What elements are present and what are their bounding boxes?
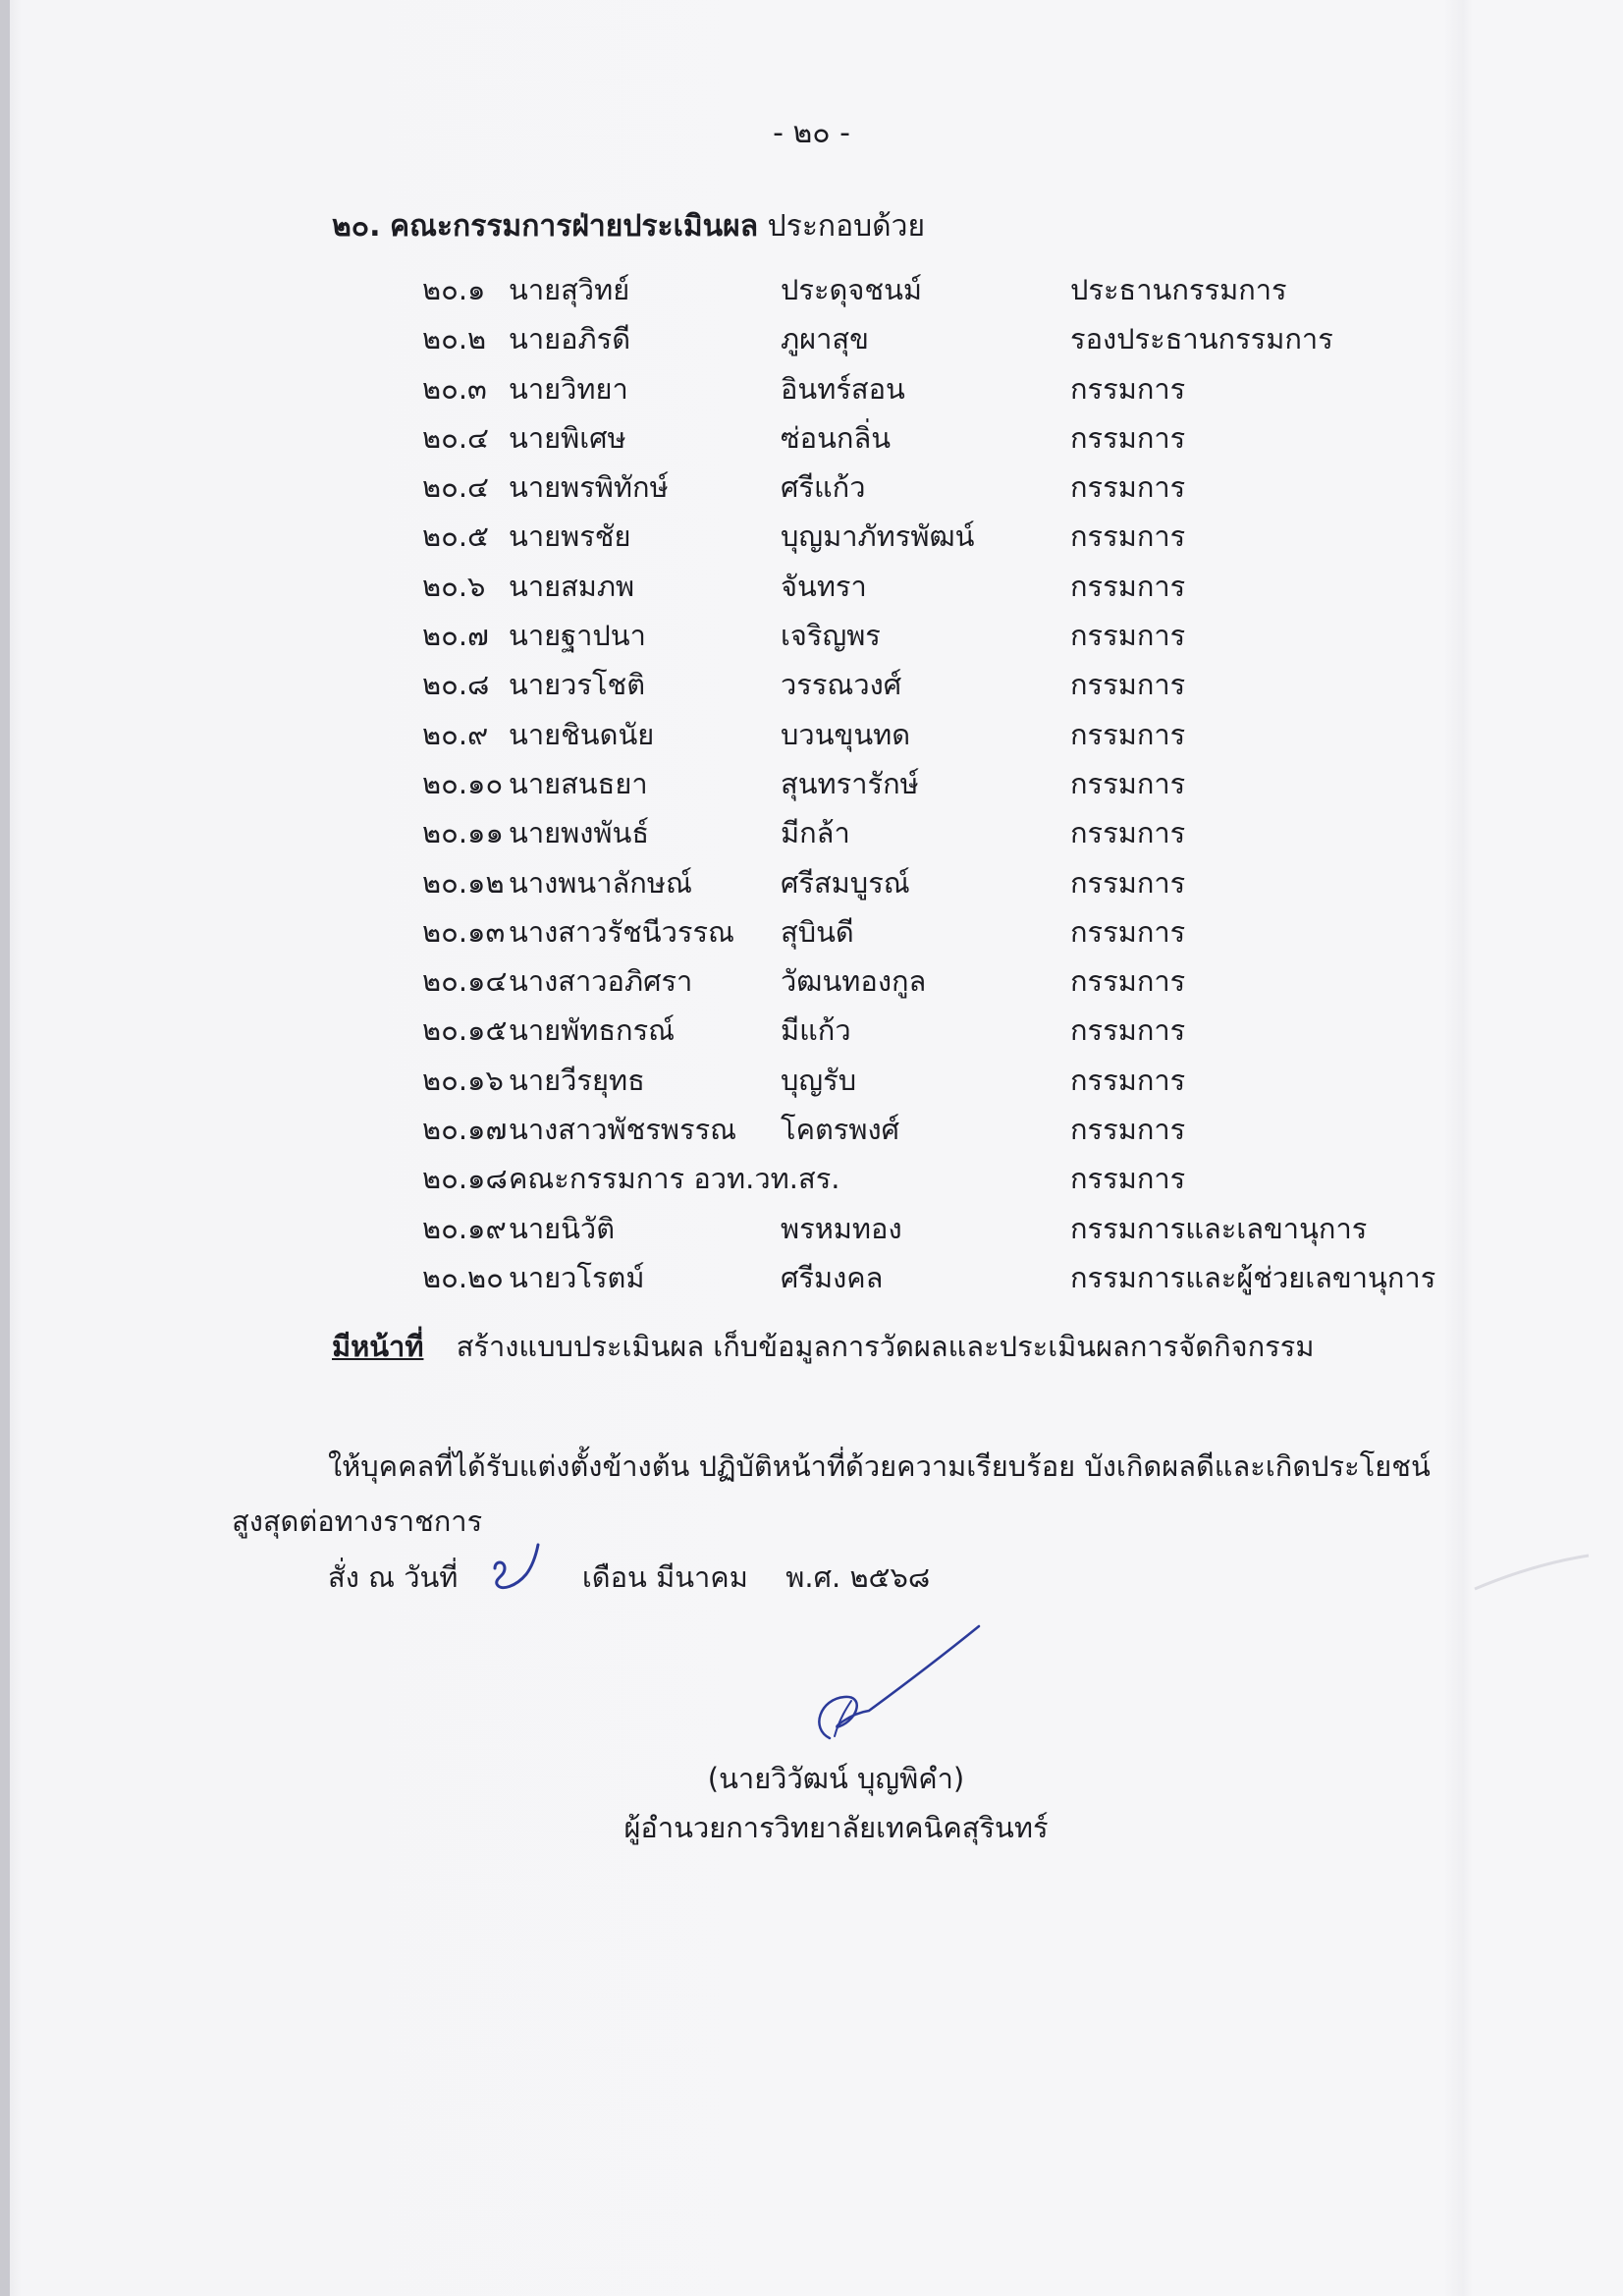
member-first-name: นายสมภพ — [509, 569, 635, 603]
member-first-name: นางสาวรัชนีวรรณ — [509, 914, 734, 949]
member-first-name: นายสุวิทย์ — [509, 273, 630, 306]
scan-edge — [0, 0, 10, 2296]
member-first-name: นายนิวัติ — [509, 1211, 616, 1245]
member-last-name: มีแก้ว — [781, 1013, 851, 1048]
signature — [790, 1620, 987, 1748]
date-month: เดือน มีนาคม — [581, 1560, 748, 1594]
member-role: กรรมการ — [1070, 865, 1186, 900]
member-last-name: มีกล้า — [781, 816, 850, 850]
member-last-name: วรรณวงศ์ — [781, 668, 902, 702]
member-last-name: ประดุจชนม์ — [781, 273, 923, 306]
member-number: ๒๐.๑๕ — [422, 1013, 508, 1048]
section-name: คณะกรรมการฝ่ายประเมินผล — [390, 209, 759, 244]
member-number: ๒๐.๑๗ — [422, 1113, 508, 1147]
member-number: ๒๐.๑ — [422, 273, 486, 306]
member-role: กรรมการ — [1070, 420, 1186, 455]
member-role: กรรมการ — [1070, 519, 1186, 554]
member-first-name: นายวโรตม์ — [509, 1260, 645, 1294]
member-first-name: นายวิทยา — [509, 371, 628, 406]
signer-name: (นายวิวัฒน์ บุญพิคำ) — [707, 1762, 965, 1795]
member-last-name: สุบินดี — [781, 914, 854, 949]
member-number: ๒๐.๑๙ — [422, 1211, 507, 1245]
member-first-name: นางสาวอภิศรา — [509, 964, 693, 999]
member-first-name: นายวีรยุทธ — [509, 1063, 645, 1097]
member-role: กรรมการ — [1070, 1162, 1186, 1196]
closing-paragraph: ให้บุคคลที่ได้รับแต่งตั้งข้างต้น ปฏิบัติหน้าที่ด้วยความเรียบร้อย บังเกิดผลดีและเกิดประโยชน์สูงสุดต่อทางราชการ — [232, 1449, 1431, 1538]
section-heading — [332, 203, 925, 249]
member-first-name: นางพนาลักษณ์ — [509, 865, 692, 900]
member-number: ๒๐.๑๒ — [422, 865, 505, 900]
member-number: ๒๐.๙ — [422, 717, 489, 751]
member-first-name: นายพงพันธ์ — [509, 816, 650, 850]
member-last-name: โคตรพงศ์ — [781, 1113, 900, 1147]
member-last-name: ศรีมงคล — [781, 1260, 884, 1294]
member-first-name: นายฐาปนา — [509, 619, 646, 653]
member-first-name: นายวรโชติ — [509, 668, 646, 702]
signer-title: ผู้อำนวยการวิทยาลัยเทคนิคสุรินทร์ — [623, 1811, 1049, 1844]
date-prefix: สั่ง ณ วันที่ — [328, 1560, 459, 1594]
member-last-name: อินทร์สอน — [781, 371, 905, 406]
member-number: ๒๐.๔ — [422, 470, 489, 505]
member-first-name: นายพิเศษ — [509, 420, 626, 455]
member-last-name: ศรีแก้ว — [781, 470, 866, 505]
page-number: - ๒๐ - — [773, 116, 850, 150]
member-last-name: ศรีสมบูรณ์ — [781, 865, 910, 900]
section-suffix: ประกอบด้วย — [767, 209, 926, 244]
member-role: กรรมการ — [1070, 816, 1186, 850]
member-number: ๒๐.๓ — [422, 371, 487, 406]
member-last-name: จันทรา — [781, 569, 867, 603]
member-last-name: บวนขุนทด — [781, 717, 911, 751]
member-number: ๒๐.๒๐ — [422, 1260, 504, 1294]
handwritten-day-value: ๔ — [516, 1591, 518, 1593]
member-number: ๒๐.๑๘ — [422, 1162, 508, 1196]
member-role: กรรมการและผู้ช่วยเลขานุการ — [1070, 1260, 1436, 1294]
member-role: กรรมการ — [1070, 1113, 1186, 1147]
member-first-name: นายพรชัย — [509, 519, 631, 554]
member-role: กรรมการ — [1070, 1013, 1186, 1048]
member-role: กรรมการ — [1070, 371, 1186, 406]
member-last-name: บุญมาภัทรพัฒน์ — [781, 519, 975, 554]
member-first-name: คณะกรรมการ อวท.วท.สร. — [509, 1162, 840, 1196]
member-role: รองประธานกรรมการ — [1070, 322, 1333, 356]
member-number: ๒๐.๖ — [422, 569, 486, 603]
member-number: ๒๐.๗ — [422, 619, 489, 653]
section-number: ๒๐. — [332, 209, 381, 244]
order-date-line — [328, 1555, 930, 1600]
member-first-name: นางสาวพัชรพรรณ — [509, 1113, 737, 1147]
handwritten-day — [487, 1539, 546, 1598]
member-number: ๒๐.๑๖ — [422, 1063, 504, 1097]
member-number: ๒๐.๔ — [422, 420, 489, 455]
scan-artifact — [1473, 1552, 1591, 1591]
member-role: กรรมการ — [1070, 914, 1186, 949]
member-last-name: ซ่อนกลิ่น — [781, 420, 892, 455]
member-first-name: นายชินดนัย — [509, 717, 655, 751]
member-last-name: เจริญพร — [781, 619, 881, 653]
member-number: ๒๐.๕ — [422, 519, 489, 554]
date-year: พ.ศ. ๒๕๖๘ — [785, 1560, 931, 1594]
member-first-name: นายพรพิทักษ์ — [509, 470, 669, 505]
member-first-name: นายสนธยา — [509, 766, 648, 800]
member-last-name: วัฒนทองกูล — [781, 964, 927, 999]
member-number: ๒๐.๒ — [422, 322, 487, 356]
member-role: กรรมการ — [1070, 717, 1186, 751]
member-last-name: ภูผาสุข — [781, 322, 869, 356]
member-number: ๒๐.๑๑ — [422, 816, 504, 850]
member-role: กรรมการ — [1070, 964, 1186, 999]
member-role: กรรมการ — [1070, 569, 1186, 603]
member-role: ประธานกรรมการ — [1070, 273, 1287, 306]
member-number: ๒๐.๘ — [422, 668, 490, 702]
duty-text: สร้างแบบประเมินผล เก็บข้อมูลการวัดผลและประเมินผลการจัดกิจกรรม — [456, 1330, 1315, 1363]
member-role: กรรมการและเลขานุการ — [1070, 1211, 1368, 1245]
member-first-name: นายพัทธกรณ์ — [509, 1013, 676, 1048]
duty-statement — [332, 1324, 1314, 1369]
member-number: ๒๐.๑๔ — [422, 964, 508, 999]
member-last-name: บุญรับ — [781, 1063, 857, 1097]
member-last-name: พรหมทอง — [781, 1211, 902, 1245]
member-number: ๒๐.๑๓ — [422, 914, 506, 949]
member-role: กรรมการ — [1070, 668, 1186, 702]
member-role: กรรมการ — [1070, 766, 1186, 800]
member-role: กรรมการ — [1070, 1063, 1186, 1097]
member-role: กรรมการ — [1070, 619, 1186, 653]
member-first-name: นายอภิรดี — [509, 322, 631, 356]
member-role: กรรมการ — [1070, 470, 1186, 505]
duty-label: มีหน้าที่ — [332, 1330, 424, 1363]
member-last-name: สุนทรารักษ์ — [781, 766, 919, 800]
member-number: ๒๐.๑๐ — [422, 766, 504, 800]
